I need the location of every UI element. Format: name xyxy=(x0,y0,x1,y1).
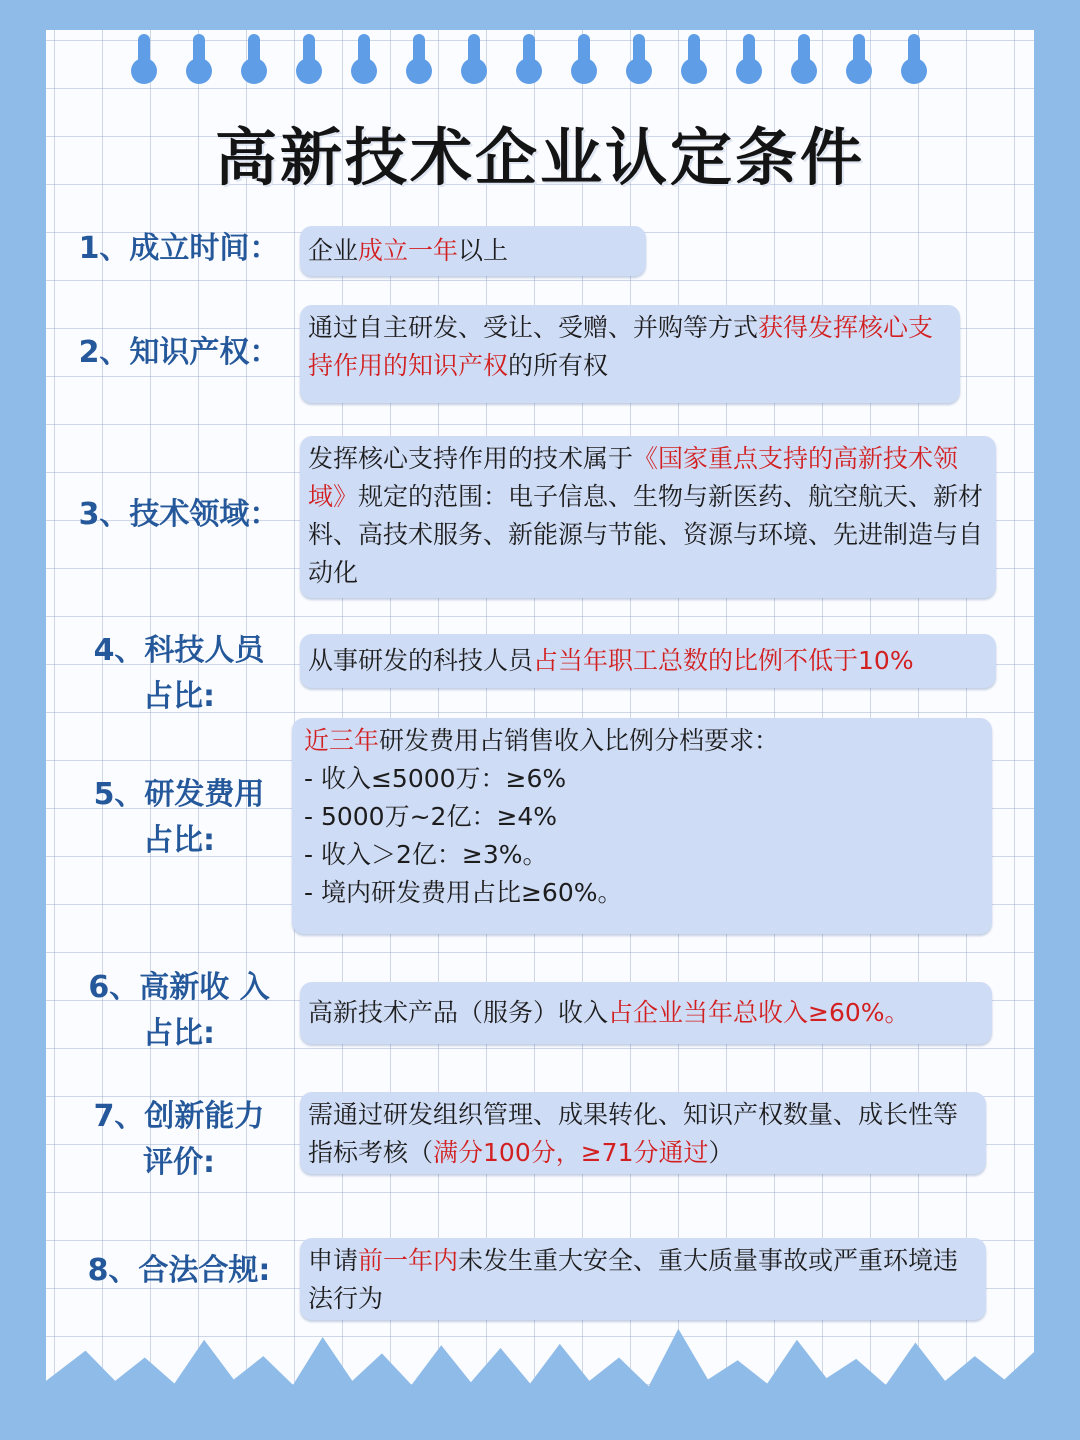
page-title: 高新技术企业认定条件 xyxy=(214,121,865,194)
binder-ring xyxy=(468,34,480,74)
condition-text: 企业 xyxy=(308,236,359,265)
condition-text: ） xyxy=(708,1138,734,1167)
binder-ring xyxy=(303,34,315,74)
label-line: 占比: xyxy=(143,823,215,858)
label-establish-time xyxy=(70,226,288,272)
binder-ring xyxy=(193,34,205,74)
label-line: 1、成立时间： xyxy=(78,231,280,266)
condition-highlight: 前一年内 xyxy=(358,1246,459,1275)
label-line: 5、研发费用 xyxy=(93,777,265,812)
label-compliance xyxy=(70,1248,288,1294)
condition-text: 申请 xyxy=(308,1246,359,1275)
condition-highlight: 获得发挥核心支持作用的知识产权 xyxy=(308,313,934,380)
label-line: 占比: xyxy=(143,1016,215,1051)
condition-text: 的所有权 xyxy=(508,351,609,380)
label-line: 3、技术领域： xyxy=(78,497,280,532)
condition-box-innovation xyxy=(300,1092,986,1174)
condition-highlight: 《国家重点支持的高新技术领域》 xyxy=(308,444,959,511)
condition-box-ip xyxy=(300,305,960,403)
binder-ring xyxy=(798,34,810,74)
label-line: 6、高新收 入 xyxy=(88,970,270,1005)
condition-box-hightech-income xyxy=(300,982,992,1044)
rd-tier-line: - 收入＞2亿：≥3%。 xyxy=(304,840,548,869)
label-line: 7、创新能力 xyxy=(93,1099,265,1134)
condition-text: 以上 xyxy=(458,236,509,265)
binder-ring xyxy=(358,34,370,74)
label-line: 4、科技人员 xyxy=(93,633,265,668)
condition-box-compliance xyxy=(300,1238,986,1320)
label-rd-expense xyxy=(70,772,288,864)
binder-ring xyxy=(688,34,700,74)
condition-highlight: 近三年 xyxy=(304,726,380,755)
label-line: 占比: xyxy=(143,679,215,714)
condition-text: 高新技术产品（服务）收入 xyxy=(308,998,609,1027)
condition-text: 发挥核心支持作用的技术属于 xyxy=(308,444,634,473)
condition-box-rd-expense xyxy=(292,718,992,934)
binder-ring xyxy=(908,34,920,74)
condition-text: 研发费用占销售收入比例分档要求： xyxy=(379,726,780,755)
condition-box-establish-time xyxy=(300,226,646,276)
condition-text: 规定的范围：电子信息、生物与新医药、航空航天、新材料、高技术服务、新能源与节能、资源与环境、先进制造与自动化 xyxy=(308,482,984,587)
condition-box-tech-field xyxy=(300,436,996,598)
condition-text: 未发生重大安全、重大质量事故或严重环境违法行为 xyxy=(308,1246,959,1313)
label-line: 8、合法合规: xyxy=(87,1253,271,1288)
label-line: 评价: xyxy=(143,1145,215,1180)
rd-tier-line: - 境内研发费用占比≥60%。 xyxy=(304,878,623,907)
label-staff-ratio xyxy=(70,628,288,720)
binder-ring xyxy=(413,34,425,74)
label-tech-field xyxy=(70,492,288,538)
label-line: 2、知识产权： xyxy=(78,335,280,370)
condition-highlight: 占企业当年总收入≥60%。 xyxy=(608,998,910,1027)
binder-ring xyxy=(633,34,645,74)
condition-text: 从事研发的科技人员 xyxy=(308,646,534,675)
condition-highlight: 成立一年 xyxy=(358,236,459,265)
rd-tier-line: - 收入≤5000万：≥6% xyxy=(304,764,567,793)
condition-box-staff-ratio xyxy=(300,634,996,688)
binder-ring xyxy=(523,34,535,74)
binder-ring xyxy=(578,34,590,74)
condition-highlight: 满分100分，≥71分通过 xyxy=(433,1138,709,1167)
label-hightech-income xyxy=(70,965,288,1057)
condition-highlight: 占当年职工总数的比例不低于10% xyxy=(533,646,914,675)
binder-ring xyxy=(853,34,865,74)
label-innovation xyxy=(70,1094,288,1186)
condition-text: 通过自主研发、受让、受赠、并购等方式 xyxy=(308,313,759,342)
label-ip xyxy=(70,330,288,376)
condition-text: 需通过研发组织管理、成果转化、知识产权数量、成长性等指标考核（ xyxy=(308,1100,959,1167)
rd-tier-line: - 5000万~2亿：≥4% xyxy=(304,802,558,831)
binder-ring xyxy=(138,34,150,74)
binder-ring xyxy=(248,34,260,74)
binder-ring xyxy=(743,34,755,74)
